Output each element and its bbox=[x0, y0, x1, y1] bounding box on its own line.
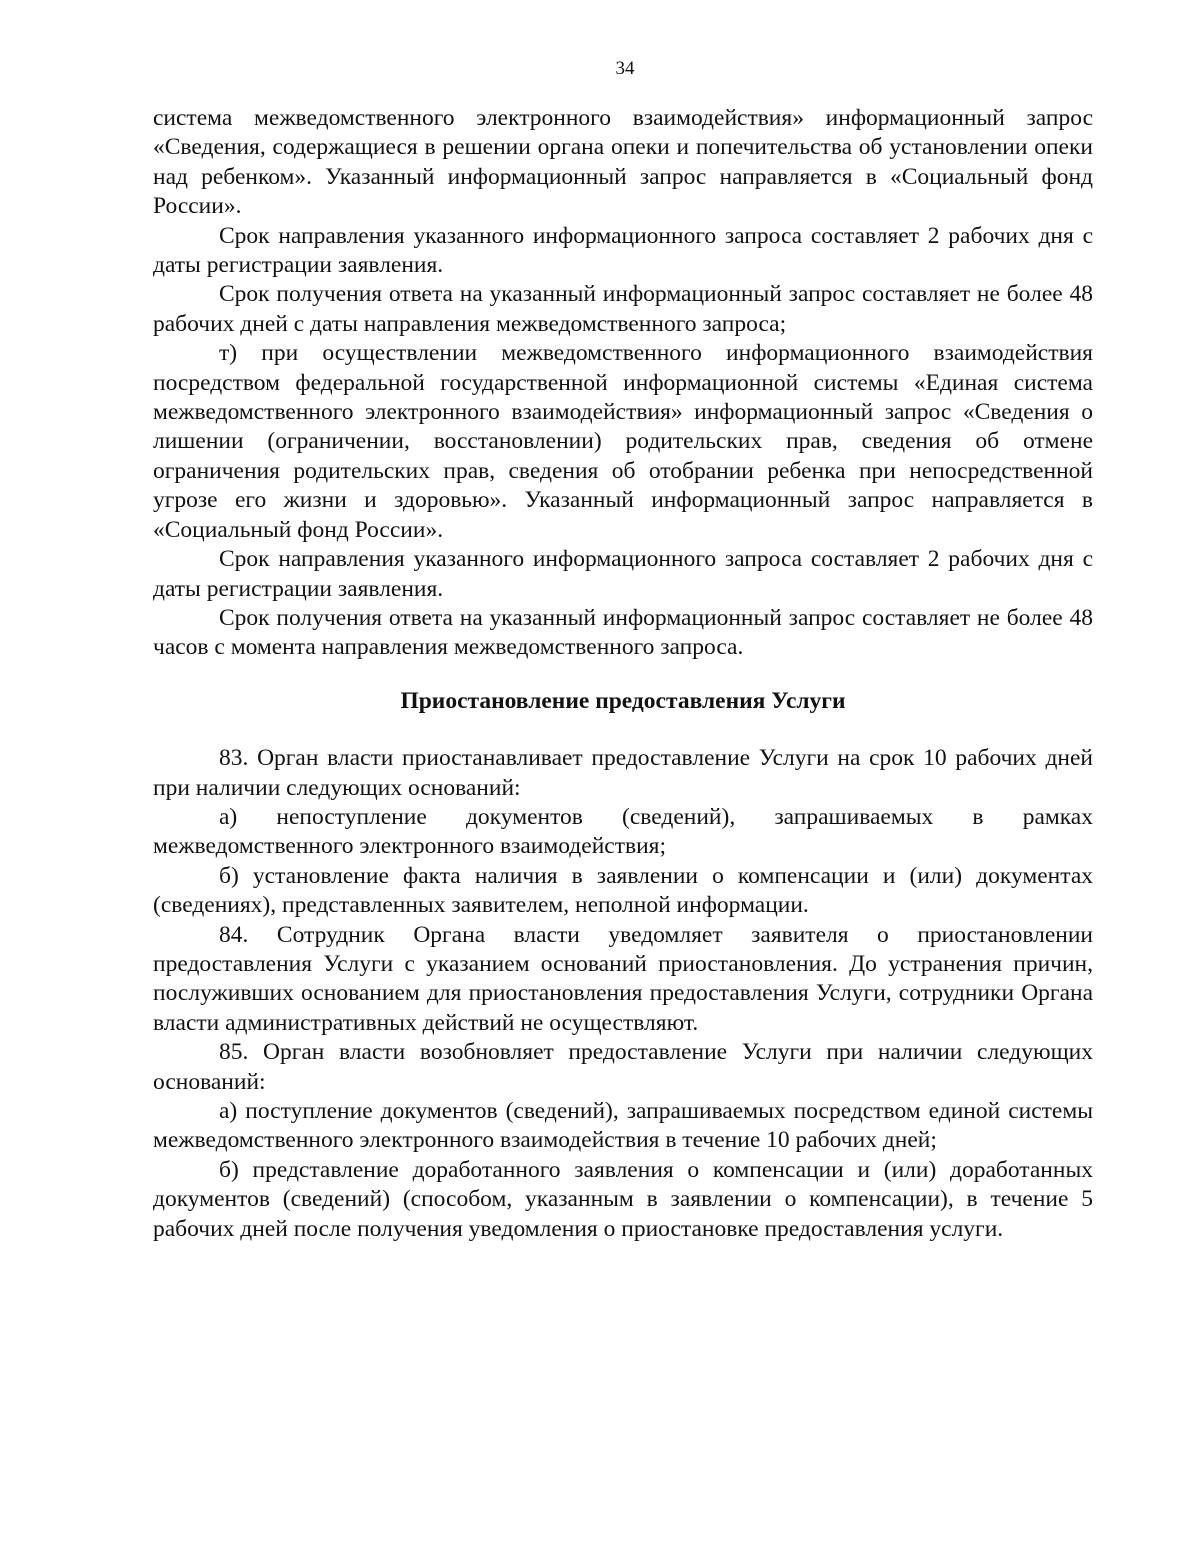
paragraph: система межведомственного электронного взаимодействия» информационный запрос «Сведения, содержащиеся в решении органа опеки и попечительства об установлении опеки над ребенком». Указанный информационный запрос направляется в «Социальный фонд России». bbox=[153, 105, 1093, 220]
paragraph: Срок получения ответа на указанный информационный запрос составляет не более 48 часов с момента направления межведомственного запроса. bbox=[153, 604, 1093, 661]
section-heading: Приостановление предоставления Услуги bbox=[400, 687, 846, 714]
paragraph: 83. Орган власти приостанавливает предоставление Услуги на срок 10 рабочих дней при наличии следующих оснований: bbox=[153, 745, 1093, 801]
document-body bbox=[153, 104, 1093, 1244]
paragraph: т) при осуществлении межведомственного информационного взаимодействия посредством федеральной государственной информационной системы «Единая система межведомственного электронного взаимодействия» информационный запрос «Сведения о лишении (ограничении, восстановлении) родительских прав, сведения об отмене ограничения родительских прав, сведения об отобрании ребенка при непосредственной угрозе его жизни и здоровью». Указанный информационный запрос направляется в «Социальный фонд России». bbox=[153, 340, 1093, 543]
paragraph: б) установление факта наличия в заявлении о компенсации и (или) документах (сведениях), представленных заявителем, неполной информации. bbox=[153, 862, 1093, 919]
paragraph: Срок направления указанного информационного запроса составляет 2 рабочих дня с даты регистрации заявления. bbox=[153, 222, 1093, 279]
paragraph: Срок получения ответа на указанный информационный запрос составляет не более 48 рабочих дней с даты направления межведомственного запроса; bbox=[153, 281, 1093, 337]
paragraph: 85. Орган власти возобновляет предоставление Услуги при наличии следующих оснований: bbox=[153, 1039, 1093, 1095]
page-number: 34 bbox=[615, 58, 635, 79]
paragraph: б) представление доработанного заявления о компенсации и (или) доработанных документов (сведений) (способом, указанным в заявлении о компенсации), в течение 5 рабочих дней после получения уведомления о приостановке предоставления услуги. bbox=[153, 1156, 1093, 1242]
paragraph: Срок направления указанного информационного запроса составляет 2 рабочих дня с даты регистрации заявления. bbox=[153, 546, 1093, 602]
paragraph: 84. Сотрудник Органа власти уведомляет заявителя о приостановлении предоставления Услуги с указанием оснований приостановления. До устранения причин, послуживших основанием для приостановления предоставления Услуги, сотрудники Органа власти административных действий не осуществляют. bbox=[153, 921, 1093, 1036]
paragraph: а) поступление документов (сведений), запрашиваемых посредством единой системы межведомственного электронного взаимодействия в течение 10 рабочих дней; bbox=[153, 1098, 1093, 1154]
paragraph: а) непоступление документов (сведений), запрашиваемых в рамках межведомственного электронного взаимодействия; bbox=[153, 803, 1093, 860]
